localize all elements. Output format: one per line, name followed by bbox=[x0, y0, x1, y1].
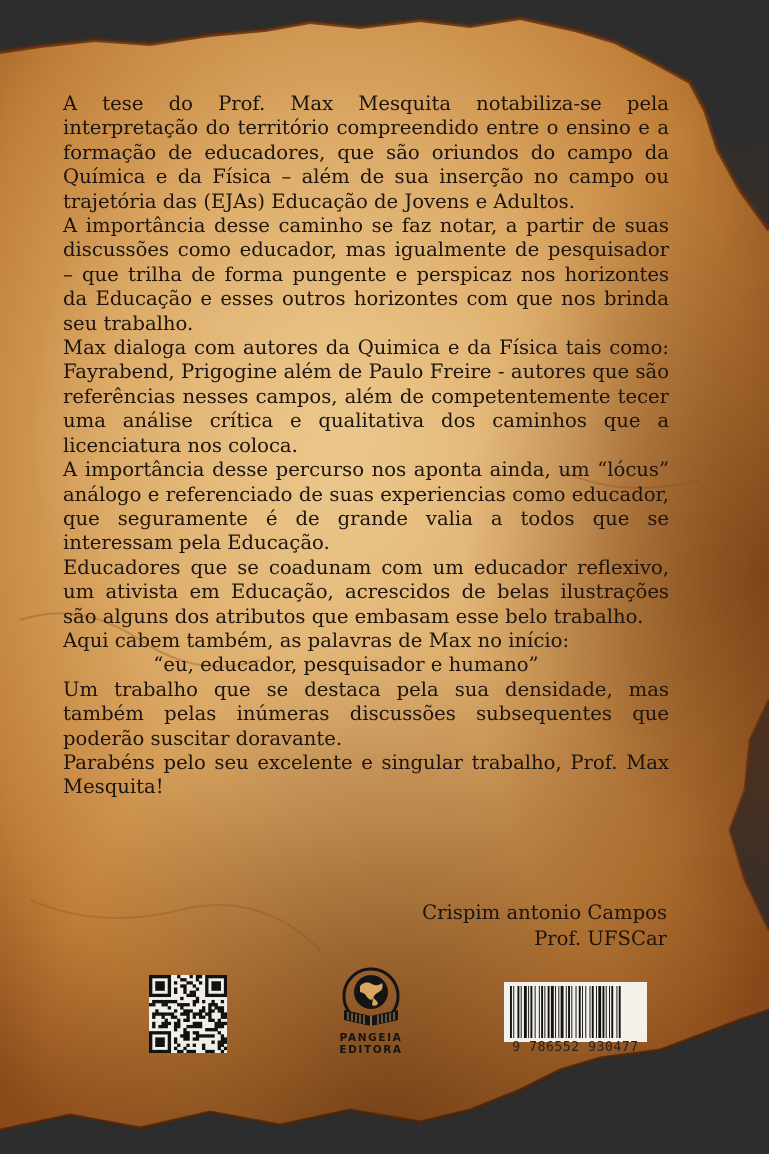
publisher-name-line2: EDITORA bbox=[339, 1044, 403, 1056]
barcode-icon bbox=[504, 982, 647, 1042]
publisher-logo bbox=[332, 962, 410, 1060]
publisher-name-line1: PANGEIA bbox=[339, 1032, 403, 1044]
paragraph-3: Max dialoga com autores da Quimica e da Física tais como: Fayrabend, Prigogine além de Paulo Freire - autores que são referências nesses campos, além de competentemente tecer uma análise crítica e qualitativa dos caminhos que a licenciatura nos coloca. bbox=[63, 336, 669, 457]
isbn-number: 9 786552 930477 bbox=[512, 1040, 639, 1055]
paragraph-4: A importância desse percurso nos aponta ainda, um “lócus” análogo e referenciado de suas experiencias como educador, que seguramente é de grande valia a todos que se interessam pela Educação. bbox=[63, 458, 669, 555]
isbn-barcode bbox=[504, 982, 647, 1066]
paragraph-2: A importância desse caminho se faz notar, a partir de suas discussões como educador, mas igualmente de pesquisador – que trilha de forma pungente e perspicaz nos horizontes da Educação e esses outros horizontes com que nos brinda seu trabalho. bbox=[63, 214, 669, 335]
paragraph-6: Aqui cabem também, as palavras de Max no início: bbox=[63, 628, 570, 652]
globe-book-logo-icon bbox=[332, 962, 410, 1034]
paragraph-5: Educadores que se coadunam com um educador reflexivo, um ativista em Educação, acrescidos de belas ilustrações são alguns dos atributos que embasam esse belo trabalho. bbox=[63, 555, 669, 628]
paragraph-7: Um trabalho que se destaca pela sua densidade, mas também pelas inúmeras discussões subsequentes que poderão suscitar doravante. bbox=[63, 677, 669, 750]
signature-name: Crispim antonio Campos bbox=[422, 901, 667, 924]
review-text bbox=[63, 92, 669, 800]
paragraph-1: A tese do Prof. Max Mesquita notabiliza-se pela interpretação do território compreendido entre o ensino e a formação de educadores, que são oriundos do campo da Química e da Física – além de sua inserção no campo ou trajetória das (EJAs) Educação de Jovens e Adultos. bbox=[63, 92, 669, 213]
paragraph-8: Parabéns pelo seu excelente e singular trabalho, Prof. Max Mesquita! bbox=[63, 750, 669, 799]
quote: “eu, educador, pesquisador e humano” bbox=[153, 653, 539, 677]
signature bbox=[422, 900, 667, 952]
qr-code-icon[interactable] bbox=[149, 975, 227, 1053]
signature-title: Prof. UFSCar bbox=[534, 927, 667, 950]
